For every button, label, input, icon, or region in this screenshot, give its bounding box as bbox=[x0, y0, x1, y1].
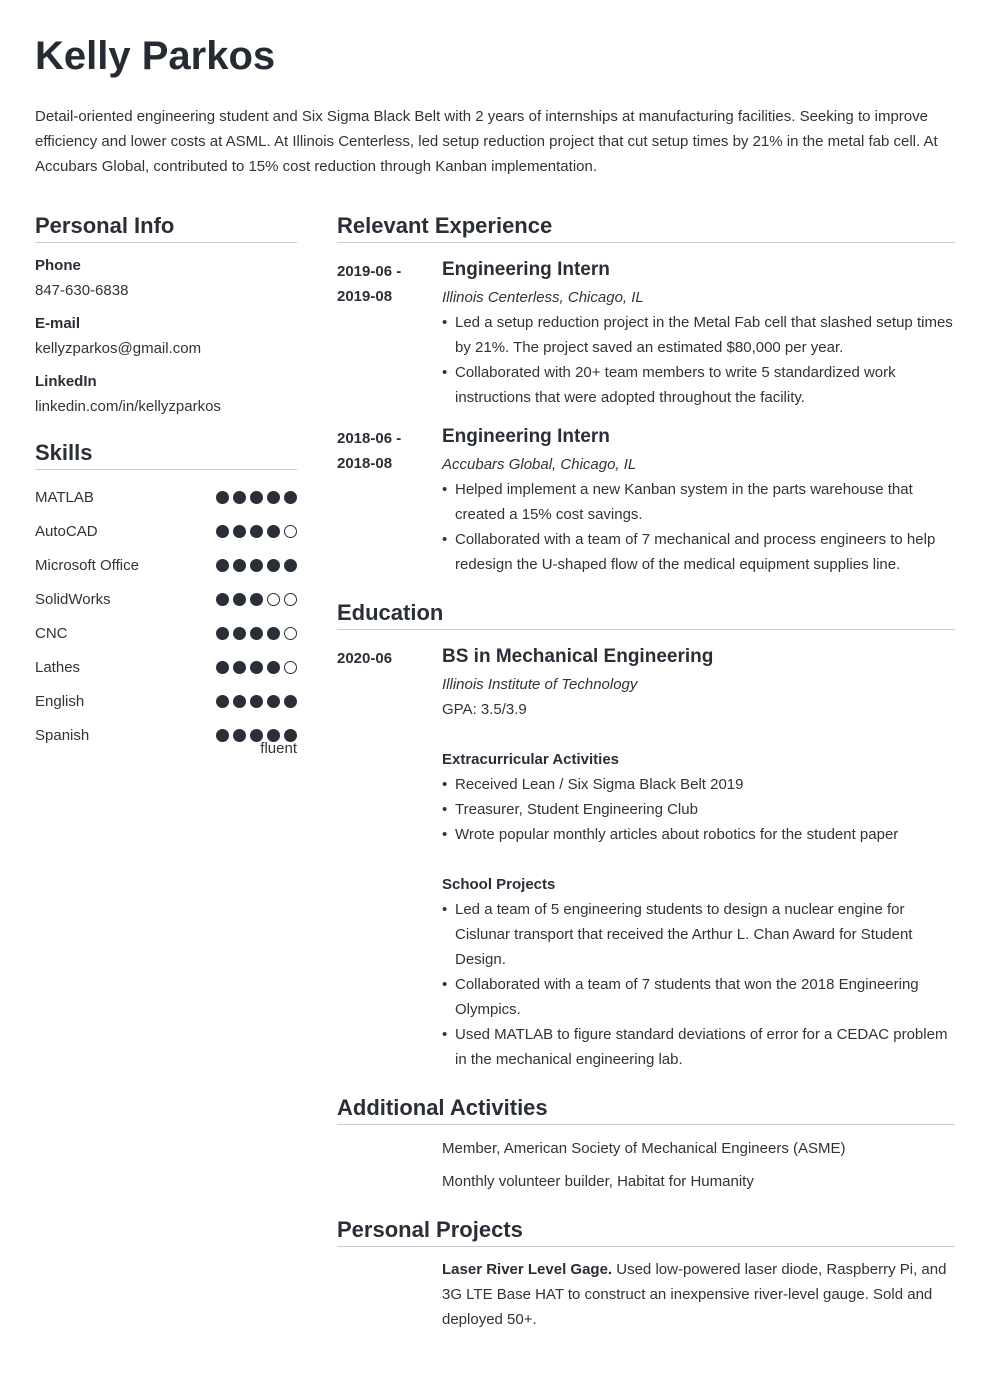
email-label: E-mail bbox=[35, 315, 81, 332]
skill-rating bbox=[216, 559, 297, 572]
bullet-list bbox=[442, 310, 955, 410]
linkedin-value: linkedin.com/in/kellyzparkos bbox=[35, 398, 221, 415]
linkedin-label: LinkedIn bbox=[35, 373, 97, 390]
rating-dot-filled bbox=[267, 559, 280, 572]
school: Illinois Institute of Technology bbox=[442, 676, 638, 693]
project-description: Used low-powered laser diode, Raspberry Pi, and 3G LTE Base HAT to construct an inexpensive river-level gauge. Sold and deployed 50+. bbox=[442, 1261, 947, 1328]
bullet-item: • Used MATLAB to figure standard deviations of error for a CEDAC problem in the mechanical engineering lab. bbox=[442, 1022, 955, 1072]
education-section bbox=[337, 599, 955, 1072]
entry-date bbox=[337, 424, 442, 577]
skill-name: AutoCAD bbox=[35, 522, 98, 540]
rating-dot-filled bbox=[216, 661, 229, 674]
experience-title: Relevant Experience bbox=[337, 212, 955, 243]
rating-dot-filled bbox=[267, 627, 280, 640]
skill-rating bbox=[216, 525, 297, 538]
employer: Accubars Global, Chicago, IL bbox=[442, 456, 637, 473]
school-projects-title: School Projects bbox=[442, 876, 556, 893]
skill-row bbox=[35, 548, 297, 582]
project-name: Laser River Level Gage. bbox=[442, 1261, 613, 1278]
personal-project bbox=[442, 1257, 955, 1332]
rating-dot-empty bbox=[284, 627, 297, 640]
personal-info-title: Personal Info bbox=[35, 212, 297, 243]
rating-dot-filled bbox=[250, 491, 263, 504]
personal-projects-section bbox=[337, 1216, 955, 1332]
skill-rating bbox=[216, 627, 297, 640]
skill-name: English bbox=[35, 692, 85, 710]
school-projects-list bbox=[442, 897, 955, 1072]
activity-item: Member, American Society of Mechanical Engineers (ASME) bbox=[442, 1140, 846, 1157]
bullet-item: • Led a team of 5 engineering students to design a nuclear engine for Cislunar transport that received the Arthur L. Chan Award for Student Design. bbox=[442, 897, 955, 972]
date-start: 2019-06 - bbox=[337, 263, 402, 280]
rating-dot-filled bbox=[250, 525, 263, 538]
job-title: Engineering Intern bbox=[442, 259, 610, 280]
rating-dot-filled bbox=[233, 695, 246, 708]
rating-dot-filled bbox=[233, 729, 246, 742]
skill-rating bbox=[216, 661, 297, 674]
gpa: GPA: 3.5/3.9 bbox=[442, 701, 527, 718]
phone-value: 847-630-6838 bbox=[35, 282, 129, 299]
rating-dot-filled bbox=[250, 661, 263, 674]
bullet-list bbox=[442, 477, 955, 577]
skill-name: Microsoft Office bbox=[35, 556, 139, 574]
left-column bbox=[35, 212, 297, 1332]
skill-rating bbox=[216, 695, 297, 708]
skill-row bbox=[35, 514, 297, 548]
rating-dot-filled bbox=[250, 627, 263, 640]
rating-dot-filled bbox=[267, 525, 280, 538]
rating-dot-empty bbox=[284, 661, 297, 674]
skill-row bbox=[35, 480, 297, 514]
skill-list bbox=[35, 480, 297, 752]
bullet-item: • Led a setup reduction project in the Metal Fab cell that slashed setup times by 21%. The project saved an estimated $80,000 per year. bbox=[442, 310, 955, 360]
entry-date bbox=[337, 257, 442, 410]
skill-row bbox=[35, 650, 297, 684]
education-date: 2020-06 bbox=[337, 650, 393, 667]
experience-section bbox=[337, 212, 955, 577]
rating-dot-filled bbox=[216, 695, 229, 708]
rating-dot-filled bbox=[267, 661, 280, 674]
rating-dot-filled bbox=[216, 525, 229, 538]
skill-name: CNC bbox=[35, 624, 68, 642]
personal-projects-title: Personal Projects bbox=[337, 1216, 955, 1247]
rating-dot-filled bbox=[250, 559, 263, 572]
extracurricular-title: Extracurricular Activities bbox=[442, 751, 620, 768]
experience-entry bbox=[337, 257, 955, 410]
resume-columns bbox=[35, 212, 955, 1332]
rating-dot-filled bbox=[250, 593, 263, 606]
education-title: Education bbox=[337, 599, 955, 630]
rating-dot-filled bbox=[284, 491, 297, 504]
phone-label: Phone bbox=[35, 257, 81, 274]
additional-list bbox=[337, 1136, 955, 1194]
activity-item: Monthly volunteer builder, Habitat for Humanity bbox=[442, 1173, 754, 1190]
date-end: 2019-08 bbox=[337, 288, 393, 305]
candidate-name: Kelly Parkos bbox=[35, 34, 276, 78]
entry-body bbox=[442, 424, 955, 577]
rating-dot-filled bbox=[284, 559, 297, 572]
summary: Detail-oriented engineering student and Six Sigma Black Belt with 2 years of internships at manufacturing facilities. Seeking to improve efficiency and lower costs at ASML. At Illinois Centerless, led setup reduction project that cut setup times by 21% in the metal fab cell. At Accubars Global, contributed to 15% cost reduction through Kanban implementation. bbox=[35, 108, 938, 175]
rating-dot-filled bbox=[233, 661, 246, 674]
employer: Illinois Centerless, Chicago, IL bbox=[442, 289, 644, 306]
bullet-item: • Collaborated with a team of 7 students that won the 2018 Engineering Olympics. bbox=[442, 972, 955, 1022]
skill-row bbox=[35, 582, 297, 616]
skill-rating bbox=[216, 593, 297, 606]
rating-dot-filled bbox=[216, 729, 229, 742]
rating-dot-filled bbox=[233, 627, 246, 640]
bullet-item: • Treasurer, Student Engineering Club bbox=[442, 797, 955, 822]
skills-title: Skills bbox=[35, 439, 297, 470]
skill-name: Lathes bbox=[35, 658, 81, 676]
rating-dot-filled bbox=[284, 695, 297, 708]
skill-row bbox=[35, 616, 297, 650]
rating-dot-empty bbox=[284, 525, 297, 538]
rating-dot-filled bbox=[267, 491, 280, 504]
skill-note-spanish: fluent bbox=[260, 740, 297, 757]
bullet-item: • Helped implement a new Kanban system in the parts warehouse that created a 15% cost savings. bbox=[442, 477, 955, 527]
rating-dot-filled bbox=[267, 695, 280, 708]
skill-rating bbox=[216, 491, 297, 504]
skill-row bbox=[35, 684, 297, 718]
rating-dot-filled bbox=[216, 491, 229, 504]
skill-name: SolidWorks bbox=[35, 590, 111, 608]
rating-dot-filled bbox=[216, 593, 229, 606]
rating-dot-filled bbox=[216, 559, 229, 572]
bullet-item: • Collaborated with a team of 7 mechanical and process engineers to help redesign the U-shaped flow of the medical equipment supplies line. bbox=[442, 527, 955, 577]
rating-dot-filled bbox=[250, 695, 263, 708]
right-column bbox=[337, 212, 955, 1332]
skill-name: MATLAB bbox=[35, 488, 94, 506]
entry-body bbox=[442, 257, 955, 410]
rating-dot-filled bbox=[233, 525, 246, 538]
rating-dot-filled bbox=[233, 559, 246, 572]
extracurricular-list bbox=[442, 772, 955, 847]
skill-name: Spanish bbox=[35, 726, 90, 744]
rating-dot-filled bbox=[216, 627, 229, 640]
bullet-item: • Collaborated with 20+ team members to write 5 standardized work instructions that were adopted throughout the facility. bbox=[442, 360, 955, 410]
date-end: 2018-08 bbox=[337, 455, 393, 472]
rating-dot-filled bbox=[233, 593, 246, 606]
rating-dot-filled bbox=[233, 491, 246, 504]
education-entry bbox=[337, 644, 955, 1072]
rating-dot-empty bbox=[284, 593, 297, 606]
additional-section bbox=[337, 1094, 955, 1194]
entry-body bbox=[442, 644, 955, 1072]
experience-entry bbox=[337, 424, 955, 577]
date-start: 2018-06 - bbox=[337, 430, 402, 447]
bullet-item: • Received Lean / Six Sigma Black Belt 2019 bbox=[442, 772, 955, 797]
additional-title: Additional Activities bbox=[337, 1094, 955, 1125]
email-value: kellyzparkos@gmail.com bbox=[35, 340, 202, 357]
personal-info bbox=[35, 257, 297, 416]
job-title: Engineering Intern bbox=[442, 426, 610, 447]
bullet-item: • Wrote popular monthly articles about robotics for the student paper bbox=[442, 822, 955, 847]
degree: BS in Mechanical Engineering bbox=[442, 646, 714, 667]
rating-dot-empty bbox=[267, 593, 280, 606]
